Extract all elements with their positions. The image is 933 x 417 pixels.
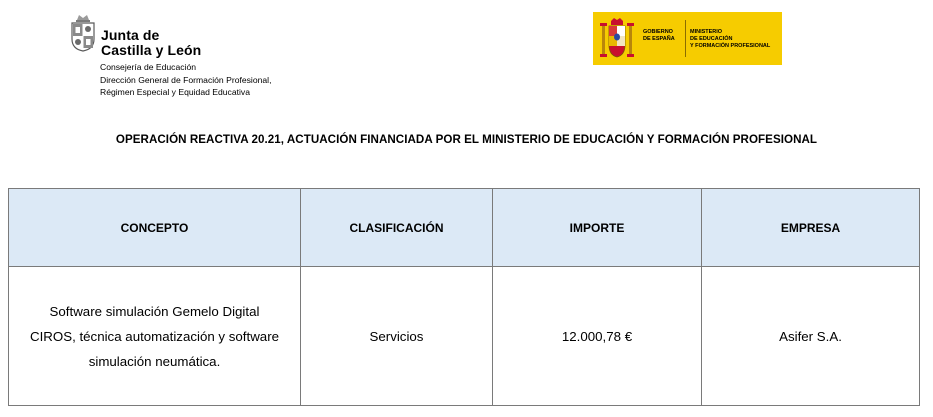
cell-importe: 12.000,78 € [493, 267, 702, 406]
cell-clasificacion: Servicios [301, 267, 493, 406]
ministry-label: MINISTERIO DE EDUCACIÓN Y FORMACIÓN PROFESIONAL [690, 29, 771, 49]
table-header-row [9, 189, 920, 267]
column-header-importe: IMPORTE [493, 189, 702, 267]
government-label: GOBIERNO DE ESPAÑA [643, 29, 675, 42]
institution-name: Junta de Castilla y León [101, 27, 202, 58]
ministry-logo [593, 12, 782, 65]
spain-coat-of-arms-icon [599, 17, 635, 61]
logo-divider [685, 20, 686, 57]
institution-department: Consejería de Educación Dirección General de Formación Profesional, Régimen Especial y Equidad Educativa [100, 62, 272, 97]
coat-of-arms-icon [70, 14, 96, 52]
junta-castilla-leon-logo [70, 14, 330, 97]
column-header-concepto: CONCEPTO [9, 189, 301, 267]
operation-table [8, 188, 920, 406]
table-row [9, 267, 920, 406]
document-title: OPERACIÓN REACTIVA 20.21, ACTUACIÓN FINANCIADA POR EL MINISTERIO DE EDUCACIÓN Y FORMACIÓN PROFESIONAL [115, 133, 818, 146]
cell-empresa: Asifer S.A. [702, 267, 920, 406]
column-header-clasificacion: CLASIFICACIÓN [301, 189, 493, 267]
cell-concepto: Software simulación Gemelo Digital CIROS, técnica automatización y software simulación neumática. [9, 267, 301, 406]
column-header-empresa: EMPRESA [702, 189, 920, 267]
